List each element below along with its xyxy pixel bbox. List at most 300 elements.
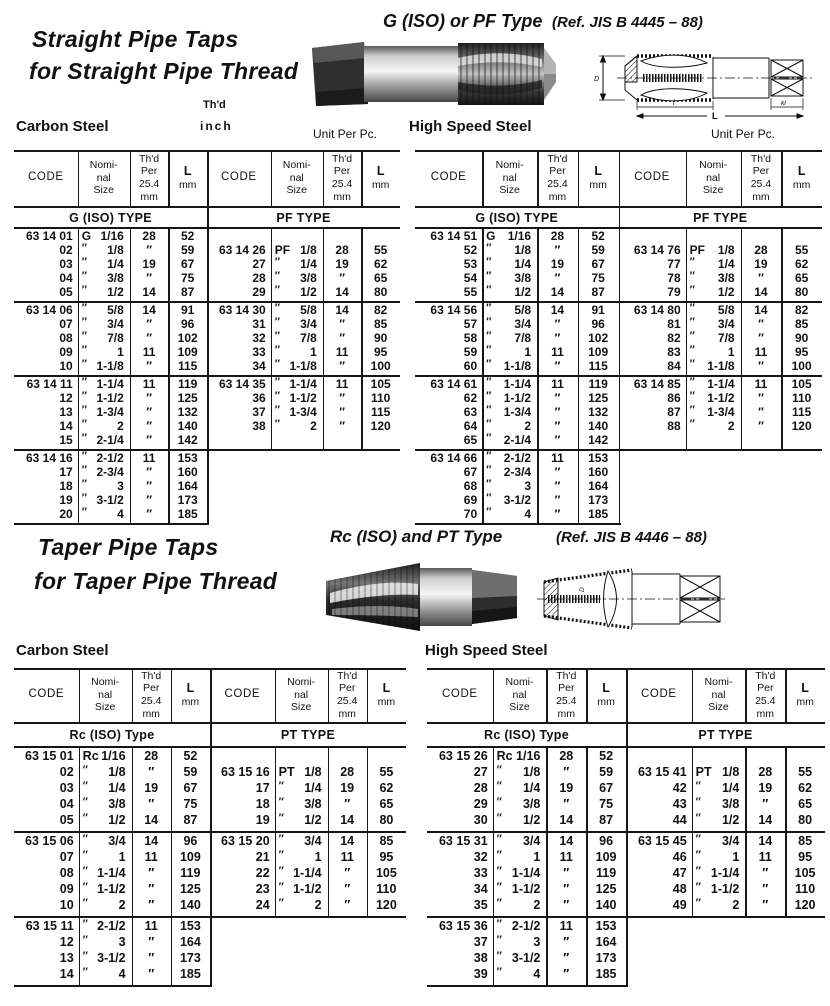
cell-length: 105 <box>370 377 391 391</box>
type-subheader: PT TYPE <box>698 728 753 742</box>
cell-length: 80 <box>379 812 394 827</box>
size-value: 4 <box>117 507 124 521</box>
column-header-line: 25.4 <box>547 178 568 190</box>
cell-thd-per-inch: ″ <box>339 317 345 331</box>
column-header-line: L <box>797 164 806 179</box>
size-value: 2 <box>118 897 126 912</box>
cell-thd-per-inch: ″ <box>563 865 570 880</box>
size-prefix: ″ <box>81 269 87 282</box>
size-prefix: ″ <box>81 389 87 402</box>
cell-length: 90 <box>794 331 809 345</box>
table-rule-horizontal <box>415 523 621 525</box>
column-header-line: Th'd <box>332 152 353 165</box>
cell-nominal-size <box>493 881 547 897</box>
cell-code: 63 14 61 <box>430 377 478 391</box>
cell-thd-per-inch: ″ <box>148 796 155 811</box>
size-prefix: ″ <box>82 864 88 877</box>
size-prefix: ″ <box>274 329 280 342</box>
cell-length: 164 <box>588 479 609 493</box>
cell-code: 38 <box>473 950 488 965</box>
size-value: 1/4 <box>107 257 124 271</box>
cell-nominal-size <box>692 764 746 780</box>
cell-length: 52 <box>591 229 605 243</box>
column-header-thd <box>741 150 782 206</box>
size-value: 1-1/4 <box>97 865 126 880</box>
column-header-line: Th'd <box>755 669 776 682</box>
cell-nominal-size <box>493 812 547 828</box>
size-value: 3/8 <box>300 271 317 285</box>
size-prefix: ″ <box>689 301 695 314</box>
size-value: 4 <box>524 507 532 521</box>
size-prefix: G <box>486 229 496 243</box>
size-value: 3 <box>118 934 126 949</box>
size-prefix: ″ <box>486 505 492 518</box>
cell-length: 96 <box>599 833 614 848</box>
size-value: 1/4 <box>522 780 541 795</box>
column-header-line: L <box>801 681 809 696</box>
cell-thd-per-inch: ″ <box>148 881 155 896</box>
cell-code: 63 15 45 <box>637 833 687 848</box>
cell-length: 59 <box>591 243 605 257</box>
cell-length: 65 <box>794 271 809 285</box>
cell-code: 38 <box>252 419 266 433</box>
size-prefix: ″ <box>274 417 280 430</box>
cell-code: 63 14 66 <box>430 451 478 465</box>
cell-nominal-size <box>493 748 547 764</box>
size-prefix: ″ <box>82 811 88 824</box>
cell-code: 46 <box>672 849 687 864</box>
cell-length: 142 <box>177 433 198 447</box>
type-subheader: PT TYPE <box>280 728 336 742</box>
size-prefix: ″ <box>278 795 284 808</box>
column-header-line: mm <box>548 190 567 203</box>
column-header-line: mm <box>796 696 814 709</box>
size-value: 1 <box>117 345 124 359</box>
column-header-line: 25.4 <box>140 695 162 707</box>
cell-length: 142 <box>588 433 609 447</box>
cell-thd-per-inch: ″ <box>146 331 152 345</box>
cell-length: 102 <box>588 331 609 345</box>
cell-code: 30 <box>473 812 488 827</box>
column-header-line: 25.4 <box>138 178 160 190</box>
cell-thd-per-inch: 11 <box>754 345 768 359</box>
column-header-line: Th'd <box>547 152 568 165</box>
size-value: 2 <box>727 419 735 433</box>
cell-thd-per-inch: 11 <box>559 849 573 864</box>
column-header-line: nal <box>96 171 111 184</box>
size-value: 3 <box>533 934 541 949</box>
cell-thd-per-inch: 14 <box>142 303 156 317</box>
cell-length: 120 <box>375 897 397 912</box>
cell-thd-per-inch: ″ <box>563 966 570 981</box>
column-header-line: Th'd <box>139 152 160 165</box>
size-value: 3-1/2 <box>503 493 532 507</box>
column-header-nominal <box>692 668 746 722</box>
cell-nominal-size <box>692 897 746 913</box>
size-value: 1 <box>727 345 735 359</box>
cell-thd-per-inch: 14 <box>550 285 565 299</box>
size-prefix: ″ <box>496 949 502 962</box>
cell-thd-per-inch: ″ <box>148 764 155 779</box>
cell-length: 185 <box>179 966 201 981</box>
cell-length: 75 <box>599 796 614 811</box>
column-header-length <box>578 150 619 206</box>
table-taper-carbon-steel <box>14 668 406 987</box>
cell-nominal-size <box>493 780 547 796</box>
cell-length: 80 <box>794 285 809 299</box>
type-subheader: PF TYPE <box>693 210 748 225</box>
cell-thd-per-inch: ″ <box>339 331 345 345</box>
cell-length: 164 <box>595 934 617 949</box>
cell-nominal-size <box>271 419 323 433</box>
cell-thd-per-inch: ″ <box>146 433 152 447</box>
size-value: 1-1/8 <box>96 359 124 373</box>
column-header-line: mm <box>589 179 607 192</box>
size-value: 1-3/4 <box>503 405 532 419</box>
column-header-line: Th'd <box>750 152 771 165</box>
material-label-straight-hss: High Speed Steel <box>409 118 532 135</box>
column-header-line: Size <box>290 701 312 714</box>
cell-length: 67 <box>183 780 198 795</box>
size-value: 1/8 <box>514 243 532 257</box>
column-header-line: nal <box>512 688 527 701</box>
size-prefix: ″ <box>81 449 87 462</box>
cell-thd-per-inch: ″ <box>146 359 152 373</box>
cell-length: 85 <box>798 833 813 848</box>
size-prefix: ″ <box>81 403 87 416</box>
cell-code: 33 <box>473 865 488 880</box>
size-prefix: ″ <box>496 763 502 776</box>
size-prefix: ″ <box>81 357 87 370</box>
size-value: 1/2 <box>514 285 532 299</box>
column-header-line: nal <box>289 171 304 184</box>
cell-length: 115 <box>178 359 198 373</box>
cell-nominal-size <box>79 849 132 865</box>
column-header-thd <box>745 668 785 722</box>
cell-thd-per-inch: 11 <box>758 849 772 864</box>
cell-length: 82 <box>374 303 388 317</box>
size-value: 3/4 <box>721 833 740 848</box>
cell-thd-per-inch: ″ <box>339 405 345 419</box>
size-prefix: PT <box>278 764 295 779</box>
cell-thd-per-inch: ″ <box>339 419 345 433</box>
size-prefix: ″ <box>695 880 701 893</box>
size-prefix: ″ <box>81 477 87 490</box>
size-prefix: Rc <box>82 748 99 763</box>
cell-code: 28 <box>473 780 488 795</box>
size-prefix: ″ <box>274 403 280 416</box>
size-prefix: ″ <box>82 779 88 792</box>
cell-nominal-size <box>79 950 132 966</box>
cell-code: 49 <box>672 897 687 912</box>
column-header-line: mm <box>792 179 811 192</box>
cell-code: 60 <box>463 359 478 373</box>
cell-code: 17 <box>59 465 73 479</box>
cell-code: 12 <box>59 391 73 405</box>
cell-thd-per-inch: ″ <box>146 391 152 405</box>
size-prefix: ″ <box>695 864 701 877</box>
cell-length: 185 <box>588 507 609 521</box>
size-prefix: ″ <box>496 896 502 909</box>
size-prefix: ″ <box>278 864 284 877</box>
size-value: 1-1/2 <box>707 391 735 405</box>
cell-code: 12 <box>59 934 74 949</box>
cell-code: 18 <box>255 796 270 811</box>
cell-length: 120 <box>791 419 812 433</box>
column-header-thd <box>132 668 171 722</box>
cell-thd-per-inch: ″ <box>563 950 570 965</box>
cell-code: 23 <box>255 881 270 896</box>
cell-nominal-size <box>79 780 132 796</box>
cell-length: 115 <box>588 359 608 373</box>
size-value: 1/16 <box>101 748 126 763</box>
size-prefix: PF <box>274 243 291 257</box>
cell-thd-per-inch: ″ <box>146 317 152 331</box>
cell-code: 07 <box>59 317 73 331</box>
table-rule-vertical <box>207 206 209 229</box>
size-prefix: ″ <box>81 417 87 430</box>
size-prefix: ″ <box>496 811 502 824</box>
cell-nominal-size <box>275 796 328 812</box>
cell-code: 10 <box>59 359 73 373</box>
column-header-line: Nomi- <box>699 159 728 172</box>
cell-code: 65 <box>463 433 478 447</box>
size-value: 5/8 <box>717 303 735 317</box>
cell-thd-per-inch: ″ <box>148 950 155 965</box>
cell-thd-per-inch: 14 <box>758 833 773 848</box>
cell-code: 63 14 26 <box>218 243 266 257</box>
cell-nominal-size <box>78 433 130 447</box>
cell-thd-per-inch: 28 <box>144 748 159 763</box>
cell-thd-per-inch: ″ <box>762 881 769 896</box>
column-header-line: Per <box>143 682 160 695</box>
column-header-line: mm <box>752 190 770 203</box>
cell-thd-per-inch: ″ <box>146 419 152 433</box>
dim-label-L: L <box>712 111 718 120</box>
column-header-nominal <box>271 150 323 206</box>
column-header-nominal <box>493 668 547 722</box>
size-value: 1-1/4 <box>289 377 317 391</box>
cell-thd-per-inch: ″ <box>146 465 152 479</box>
size-value: 1/2 <box>721 812 740 827</box>
size-prefix: ″ <box>689 283 695 296</box>
size-prefix: ″ <box>486 491 492 504</box>
size-value: 1/4 <box>721 780 740 795</box>
cell-thd-per-inch: 14 <box>144 812 159 827</box>
cell-code: 13 <box>59 405 73 419</box>
cell-thd-per-inch: 19 <box>142 257 156 271</box>
cell-length: 153 <box>177 451 198 465</box>
size-value: 1-1/2 <box>96 391 124 405</box>
cell-code: 07 <box>59 849 74 864</box>
size-prefix: ″ <box>81 329 87 342</box>
cell-length: 160 <box>588 465 609 479</box>
size-prefix: ″ <box>486 343 492 356</box>
size-value: 1/2 <box>107 285 124 299</box>
size-value: 1/8 <box>108 764 126 779</box>
cell-nominal-size <box>275 812 328 828</box>
column-header-thd <box>537 150 578 206</box>
cell-nominal-size <box>493 833 547 849</box>
cell-nominal-size <box>493 865 547 881</box>
cell-thd-per-inch: ″ <box>146 243 152 257</box>
size-value: 2 <box>533 897 541 912</box>
cell-code: 09 <box>59 345 73 359</box>
size-prefix: PF <box>689 243 705 257</box>
column-header-nominal <box>79 668 132 722</box>
cell-code: 47 <box>672 865 687 880</box>
column-header-line: nal <box>706 171 721 184</box>
cell-nominal-size <box>493 950 547 966</box>
cell-thd-per-inch: ″ <box>758 391 764 405</box>
cell-length: 110 <box>371 391 391 405</box>
cell-code: 04 <box>59 796 74 811</box>
column-header-line: Nomi- <box>704 676 733 689</box>
size-prefix: ″ <box>689 315 695 328</box>
size-prefix: ″ <box>81 431 87 444</box>
cell-code: 05 <box>59 812 74 827</box>
size-value: 1-1/4 <box>293 865 322 880</box>
size-value: 1-1/2 <box>710 881 740 896</box>
cell-thd-per-inch: ″ <box>762 796 769 811</box>
dim-label-d: D <box>579 587 586 592</box>
table-rule-vertical <box>210 722 212 748</box>
size-value: 2 <box>117 419 124 433</box>
cell-code: 63 15 16 <box>221 764 270 779</box>
column-header-code <box>14 150 78 206</box>
size-value: 1/8 <box>522 764 541 779</box>
size-prefix: G <box>81 229 92 243</box>
cell-thd-per-inch: ″ <box>339 359 345 373</box>
cell-code: 39 <box>473 966 488 981</box>
cell-code: 48 <box>672 881 687 896</box>
cell-thd-per-inch: 14 <box>142 285 156 299</box>
cell-thd-per-inch: ″ <box>563 764 570 779</box>
cell-length: 95 <box>794 345 809 359</box>
cell-nominal-size <box>275 849 328 865</box>
column-header-line: Per <box>339 682 356 695</box>
cell-length: 153 <box>588 451 609 465</box>
size-value: 3/8 <box>522 796 541 811</box>
cell-nominal-size <box>692 881 746 897</box>
cell-thd-per-inch: ″ <box>758 317 764 331</box>
column-header-line: Per <box>752 165 770 178</box>
cell-code: 15 <box>59 433 73 447</box>
cell-thd-per-inch: 14 <box>550 303 565 317</box>
cell-code: 33 <box>252 345 266 359</box>
size-value: 1-1/8 <box>707 359 735 373</box>
size-value: 3/4 <box>514 317 532 331</box>
cell-nominal-size <box>493 849 547 865</box>
cell-length: 120 <box>370 419 391 433</box>
cell-length: 160 <box>177 465 198 479</box>
cell-code: 10 <box>59 897 74 912</box>
table-rule-vertical <box>619 206 621 229</box>
cell-nominal-size <box>275 881 328 897</box>
cell-code: 63 14 35 <box>218 377 266 391</box>
cell-thd-per-inch: ″ <box>554 419 561 433</box>
size-prefix: ″ <box>278 779 284 792</box>
size-prefix: ″ <box>689 269 695 282</box>
cell-length: 140 <box>179 897 201 912</box>
size-prefix: ″ <box>274 315 280 328</box>
cell-nominal-size <box>482 285 537 299</box>
cell-thd-per-inch: ″ <box>148 897 155 912</box>
size-value: 1-1/4 <box>710 865 740 880</box>
size-value: 2 <box>524 419 532 433</box>
cell-thd-per-inch: 11 <box>551 345 564 359</box>
table-rule-vertical <box>207 150 209 206</box>
size-value: 2 <box>732 897 740 912</box>
size-value: 2-3/4 <box>96 465 124 479</box>
cell-code: 67 <box>463 465 478 479</box>
size-prefix: ″ <box>496 864 502 877</box>
size-prefix: ″ <box>278 848 284 861</box>
size-value: 1-1/8 <box>503 359 532 373</box>
cell-thd-per-inch: ″ <box>563 796 570 811</box>
cell-nominal-size <box>79 865 132 881</box>
cell-nominal-size <box>692 865 746 881</box>
size-prefix: ″ <box>496 880 502 893</box>
table-rule-horizontal <box>427 985 628 987</box>
cell-code: 13 <box>59 950 74 965</box>
cell-nominal-size <box>78 359 130 373</box>
straight-ref-label: (Ref. JIS B 4445 – 88) <box>552 14 703 31</box>
column-header-line: 25.4 <box>556 695 577 707</box>
cell-nominal-size <box>275 833 328 849</box>
size-prefix: ″ <box>486 301 492 314</box>
column-header-thd <box>546 668 586 722</box>
cell-nominal-size <box>692 833 746 849</box>
column-header-length <box>781 150 822 206</box>
size-value: 1/16 <box>100 229 124 243</box>
column-header-line: 25.4 <box>750 178 772 190</box>
straight-section-title-line1: Straight Pipe Taps <box>32 26 239 52</box>
cell-length: 96 <box>183 833 198 848</box>
size-prefix: ″ <box>81 343 87 356</box>
cell-nominal-size <box>275 897 328 913</box>
cell-length: 75 <box>591 271 605 285</box>
size-value: 4 <box>118 966 126 981</box>
tap-photo-taper <box>320 551 522 643</box>
cell-nominal-size <box>275 780 328 796</box>
size-value: 1-3/4 <box>96 405 124 419</box>
column-header-line: CODE <box>28 688 65 701</box>
cell-length: 80 <box>798 812 813 827</box>
cell-thd-per-inch: ″ <box>344 796 351 811</box>
cell-length: 119 <box>596 865 617 880</box>
cell-nominal-size <box>482 507 537 521</box>
cell-code: 19 <box>59 493 73 507</box>
cell-length: 67 <box>599 780 614 795</box>
cell-length: 85 <box>374 317 388 331</box>
thd-column-label: Th'd <box>203 99 226 111</box>
cell-length: 87 <box>183 812 198 827</box>
cell-thd-per-inch: 19 <box>335 257 349 271</box>
cell-nominal-size <box>692 812 746 828</box>
cell-code: 08 <box>59 865 74 880</box>
size-prefix: ″ <box>81 505 87 518</box>
type-subheader: G (ISO) TYPE <box>475 210 559 225</box>
column-header-line: Th'd <box>141 669 162 682</box>
cell-code: 42 <box>672 780 687 795</box>
cell-code: 04 <box>59 271 73 285</box>
cell-code: 58 <box>463 331 478 345</box>
size-value: 1/4 <box>514 257 532 271</box>
cell-length: 120 <box>794 897 816 912</box>
column-header-length <box>367 668 406 722</box>
size-value: 1/16 <box>507 229 532 243</box>
